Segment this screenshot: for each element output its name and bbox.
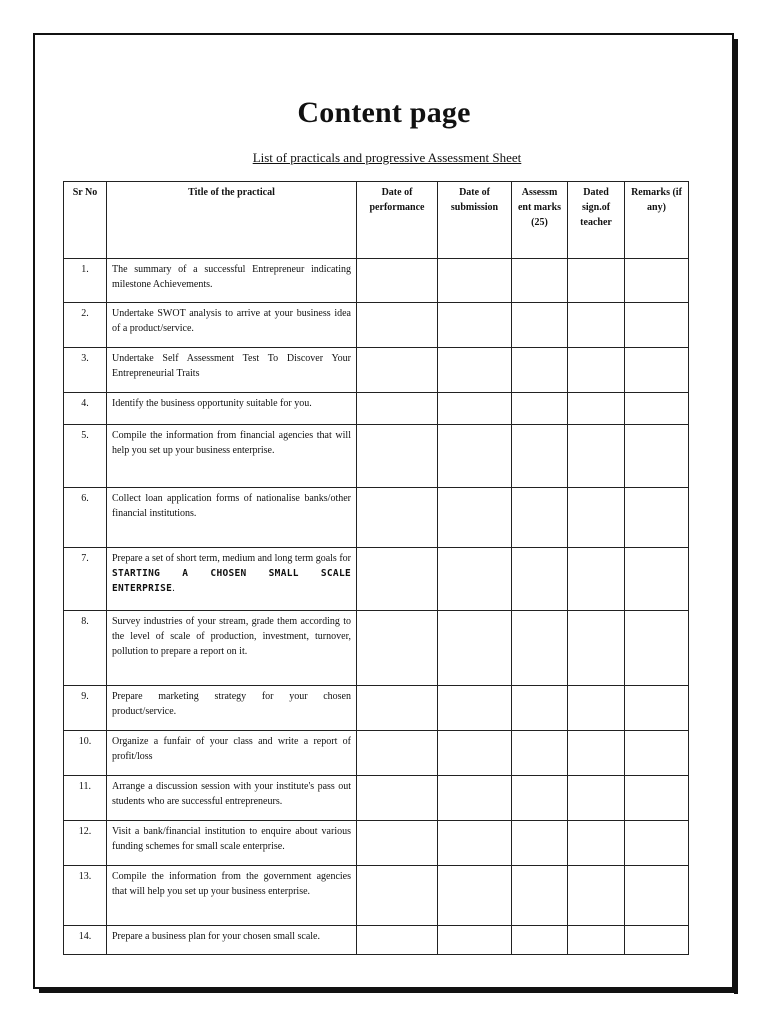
table-row <box>64 821 689 866</box>
practical-title-cell: Organize a funfair of your class and write a report of profit/loss <box>107 731 357 776</box>
sr-no-cell: 12. <box>64 821 107 866</box>
teacher-sign-cell[interactable] <box>568 259 625 303</box>
remarks-cell[interactable] <box>625 348 689 393</box>
date-submission-cell[interactable] <box>438 731 512 776</box>
practical-title-emphasis: STARTING A CHOSEN SMALL SCALE ENTERPRISE <box>112 568 351 594</box>
page-border-shadow-bottom <box>39 989 738 993</box>
remarks-cell[interactable] <box>625 866 689 926</box>
practical-title-cell: Visit a bank/financial institution to enquire about various funding schemes for small scale enterprise. <box>107 821 357 866</box>
sr-no-cell: 6. <box>64 488 107 548</box>
practical-title-cell: Arrange a discussion session with your institute's pass out students who are successful entrepreneurs. <box>107 776 357 821</box>
sr-no-cell: 1. <box>64 259 107 303</box>
practical-title-cell: Compile the information from financial agencies that will help you set up your business enterprise. <box>107 425 357 488</box>
assessment-marks-cell[interactable] <box>512 866 568 926</box>
teacher-sign-cell[interactable] <box>568 731 625 776</box>
date-submission-cell[interactable] <box>438 686 512 731</box>
sr-no-cell: 5. <box>64 425 107 488</box>
assessment-marks-cell[interactable] <box>512 348 568 393</box>
assessment-marks-cell[interactable] <box>512 926 568 955</box>
date-submission-cell[interactable] <box>438 303 512 348</box>
date-performance-cell[interactable] <box>357 731 438 776</box>
date-performance-cell[interactable] <box>357 611 438 686</box>
remarks-cell[interactable] <box>625 259 689 303</box>
table-row <box>64 866 689 926</box>
teacher-sign-cell[interactable] <box>568 776 625 821</box>
sr-no-cell: 8. <box>64 611 107 686</box>
assessment-marks-cell[interactable] <box>512 259 568 303</box>
teacher-sign-cell[interactable] <box>568 821 625 866</box>
page-title: Content page <box>297 96 471 129</box>
practical-title-cell: The summary of a successful Entrepreneur indicating milestone Achievements. <box>107 259 357 303</box>
assessment-marks-cell[interactable] <box>512 393 568 425</box>
table-row <box>64 776 689 821</box>
sr-no-cell: 11. <box>64 776 107 821</box>
practical-title-cell: Compile the information from the government agencies that will help you set up your business enterprise. <box>107 866 357 926</box>
teacher-sign-cell[interactable] <box>568 866 625 926</box>
practical-title-cell: Identify the business opportunity suitable for you. <box>107 393 357 425</box>
table-row <box>64 686 689 731</box>
date-performance-cell[interactable] <box>357 821 438 866</box>
assessment-marks-cell[interactable] <box>512 425 568 488</box>
assessment-marks-cell[interactable] <box>512 303 568 348</box>
date-submission-cell[interactable] <box>438 348 512 393</box>
teacher-sign-cell[interactable] <box>568 548 625 611</box>
assessment-marks-cell[interactable] <box>512 686 568 731</box>
remarks-cell[interactable] <box>625 303 689 348</box>
assessment-table <box>63 181 689 955</box>
teacher-sign-cell[interactable] <box>568 348 625 393</box>
practical-title-text: Prepare a set of short term, medium and long term goals for <box>112 553 351 564</box>
date-submission-cell[interactable] <box>438 259 512 303</box>
date-submission-cell[interactable] <box>438 926 512 955</box>
practical-title-cell: Prepare a business plan for your chosen small scale. <box>107 926 357 955</box>
practical-title-cell <box>107 548 357 611</box>
teacher-sign-cell[interactable] <box>568 425 625 488</box>
date-performance-cell[interactable] <box>357 866 438 926</box>
table-row <box>64 303 689 348</box>
table-header-row <box>64 182 689 259</box>
table-row <box>64 425 689 488</box>
table-row <box>64 259 689 303</box>
column-header-date-submission: Date of submission <box>438 182 512 259</box>
teacher-sign-cell[interactable] <box>568 488 625 548</box>
remarks-cell[interactable] <box>625 686 689 731</box>
column-header-date-performance: Date of performance <box>357 182 438 259</box>
assessment-marks-cell[interactable] <box>512 488 568 548</box>
sr-no-cell: 14. <box>64 926 107 955</box>
table-row <box>64 731 689 776</box>
table-row <box>64 611 689 686</box>
date-performance-cell[interactable] <box>357 488 438 548</box>
date-submission-cell[interactable] <box>438 425 512 488</box>
practical-title-cell: Undertake SWOT analysis to arrive at your business idea of a product/service. <box>107 303 357 348</box>
date-submission-cell[interactable] <box>438 611 512 686</box>
sr-no-cell: 4. <box>64 393 107 425</box>
date-submission-cell[interactable] <box>438 548 512 611</box>
teacher-sign-cell[interactable] <box>568 393 625 425</box>
assessment-marks-cell[interactable] <box>512 611 568 686</box>
practical-title-suffix: . <box>172 583 175 594</box>
remarks-cell[interactable] <box>625 393 689 425</box>
remarks-cell[interactable] <box>625 488 689 548</box>
remarks-cell[interactable] <box>625 548 689 611</box>
table-row <box>64 393 689 425</box>
column-header-title: Title of the practical <box>107 182 357 259</box>
table-row <box>64 548 689 611</box>
table-row <box>64 488 689 548</box>
column-header-teacher-sign: Dated sign.of teacher <box>568 182 625 259</box>
sr-no-cell: 10. <box>64 731 107 776</box>
remarks-cell[interactable] <box>625 425 689 488</box>
date-submission-cell[interactable] <box>438 393 512 425</box>
remarks-cell[interactable] <box>625 821 689 866</box>
sr-no-cell: 9. <box>64 686 107 731</box>
date-performance-cell[interactable] <box>357 259 438 303</box>
date-performance-cell[interactable] <box>357 393 438 425</box>
table-row <box>64 926 689 955</box>
column-header-sr-no: Sr No <box>64 182 107 259</box>
date-performance-cell[interactable] <box>357 548 438 611</box>
column-header-assessment-marks: Assessm ent marks (25) <box>512 182 568 259</box>
sr-no-cell: 2. <box>64 303 107 348</box>
remarks-cell[interactable] <box>625 926 689 955</box>
page-border-shadow-right <box>734 39 738 994</box>
sr-no-cell: 7. <box>64 548 107 611</box>
assessment-marks-cell[interactable] <box>512 548 568 611</box>
date-submission-cell[interactable] <box>438 488 512 548</box>
date-submission-cell[interactable] <box>438 866 512 926</box>
date-performance-cell[interactable] <box>357 425 438 488</box>
date-performance-cell[interactable] <box>357 926 438 955</box>
practical-title-cell: Survey industries of your stream, grade them according to the level of scale of production, investment, turnover, pollution to prepare a report on it. <box>107 611 357 686</box>
date-performance-cell[interactable] <box>357 686 438 731</box>
date-performance-cell[interactable] <box>357 348 438 393</box>
assessment-marks-cell[interactable] <box>512 821 568 866</box>
sr-no-cell: 13. <box>64 866 107 926</box>
teacher-sign-cell[interactable] <box>568 303 625 348</box>
assessment-marks-cell[interactable] <box>512 776 568 821</box>
teacher-sign-cell[interactable] <box>568 686 625 731</box>
remarks-cell[interactable] <box>625 611 689 686</box>
date-submission-cell[interactable] <box>438 821 512 866</box>
practical-title-cell: Prepare marketing strategy for your chosen product/service. <box>107 686 357 731</box>
teacher-sign-cell[interactable] <box>568 926 625 955</box>
page-subtitle: List of practicals and progressive Assessment Sheet <box>252 150 522 165</box>
date-submission-cell[interactable] <box>438 776 512 821</box>
remarks-cell[interactable] <box>625 776 689 821</box>
remarks-cell[interactable] <box>625 731 689 776</box>
table-row <box>64 348 689 393</box>
date-performance-cell[interactable] <box>357 303 438 348</box>
column-header-remarks: Remarks (if any) <box>625 182 689 259</box>
practical-title-cell: Collect loan application forms of nationalise banks/other financial institutions. <box>107 488 357 548</box>
practical-title-cell: Undertake Self Assessment Test To Discover Your Entrepreneurial Traits <box>107 348 357 393</box>
sr-no-cell: 3. <box>64 348 107 393</box>
assessment-marks-cell[interactable] <box>512 731 568 776</box>
teacher-sign-cell[interactable] <box>568 611 625 686</box>
date-performance-cell[interactable] <box>357 776 438 821</box>
